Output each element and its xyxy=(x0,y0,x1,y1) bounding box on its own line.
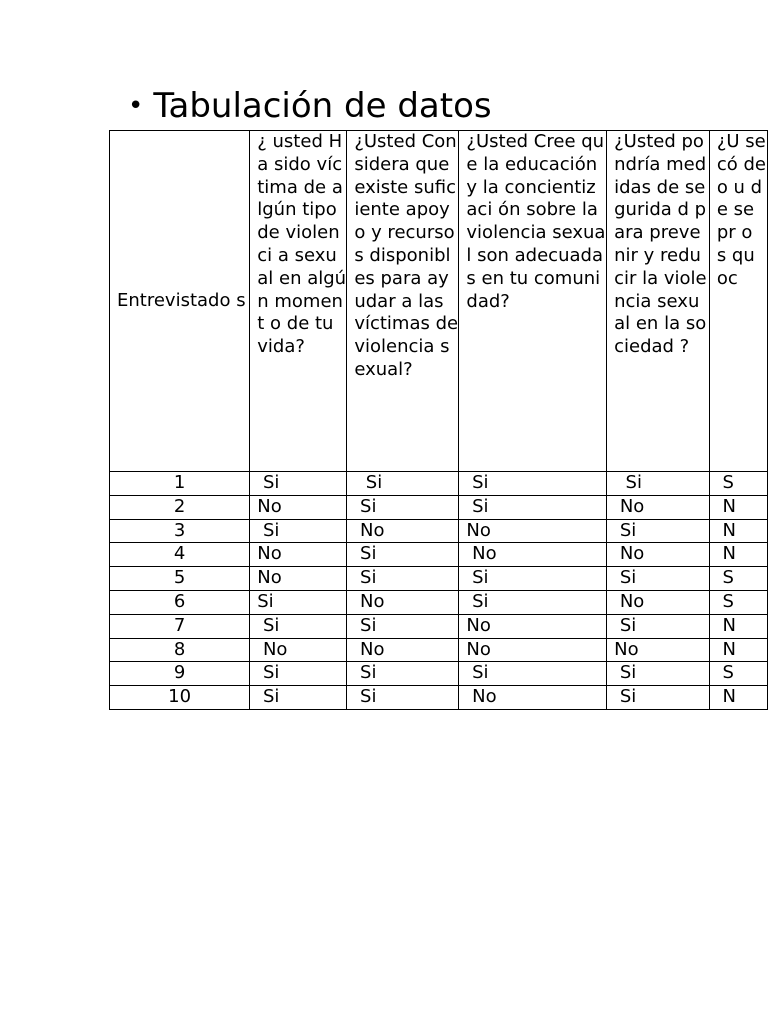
answer-cell: N xyxy=(709,519,767,543)
answer-cell: No xyxy=(347,590,459,614)
table-row xyxy=(110,614,768,638)
answer-cell: S xyxy=(709,590,767,614)
row-number-cell: 1 xyxy=(110,472,250,496)
answer-cell: Si xyxy=(607,472,710,496)
column-header-q2: ¿Usted Considera que existe suficiente apoyo y recursos disponibl es para ayudar a las víctimas de violencia sexual? xyxy=(347,131,459,472)
answer-cell: S xyxy=(709,662,767,686)
answer-cell: No xyxy=(459,519,607,543)
row-number-cell: 6 xyxy=(110,590,250,614)
answer-cell: N xyxy=(709,638,767,662)
answer-cell: Si xyxy=(347,686,459,710)
answer-cell: Si xyxy=(459,495,607,519)
answer-cell: Si xyxy=(250,472,347,496)
table-row xyxy=(110,638,768,662)
answer-cell: Si xyxy=(607,519,710,543)
answer-cell: No xyxy=(250,543,347,567)
data-table-container xyxy=(109,130,768,710)
answer-cell: S xyxy=(709,472,767,496)
answer-cell: No xyxy=(607,638,710,662)
row-number-cell: 8 xyxy=(110,638,250,662)
answer-cell: Si xyxy=(347,543,459,567)
column-header-q5: ¿U se có de o u de se pr o s qu oc xyxy=(709,131,767,472)
answer-cell: No xyxy=(459,638,607,662)
row-number-cell: 3 xyxy=(110,519,250,543)
row-number-cell: 2 xyxy=(110,495,250,519)
answer-cell: N xyxy=(709,614,767,638)
answer-cell: Si xyxy=(607,662,710,686)
row-number-cell: 4 xyxy=(110,543,250,567)
page-heading xyxy=(128,84,492,128)
answer-cell: Si xyxy=(459,662,607,686)
answer-cell: No xyxy=(347,638,459,662)
answer-cell: No xyxy=(250,638,347,662)
row-number-cell: 9 xyxy=(110,662,250,686)
answer-cell: Si xyxy=(250,614,347,638)
answer-cell: No xyxy=(607,495,710,519)
answer-cell: S xyxy=(709,567,767,591)
table-row xyxy=(110,519,768,543)
answer-cell: Si xyxy=(607,614,710,638)
column-header-q3: ¿Usted Cree que la educación y la concientizaci ón sobre la violencia sexual son adecuadas en tu comunidad? xyxy=(459,131,607,472)
table-row xyxy=(110,472,768,496)
answer-cell: Si xyxy=(459,567,607,591)
answer-cell: No xyxy=(607,543,710,567)
answer-cell: Si xyxy=(250,519,347,543)
table-body xyxy=(110,472,768,710)
answer-cell: N xyxy=(709,495,767,519)
answer-cell: Si xyxy=(250,662,347,686)
answer-cell: Si xyxy=(347,472,459,496)
row-number-cell: 10 xyxy=(110,686,250,710)
answer-cell: Si xyxy=(347,662,459,686)
row-number-cell: 5 xyxy=(110,567,250,591)
answer-cell: N xyxy=(709,686,767,710)
row-number-cell: 7 xyxy=(110,614,250,638)
column-header-entrevistado: Entrevistado s xyxy=(110,131,250,472)
table-row xyxy=(110,567,768,591)
column-header-q1: ¿ usted Ha sido víctima de algún tipo de violenci a sexual en algún moment o de tu vida? xyxy=(250,131,347,472)
bullet-icon: • xyxy=(128,91,144,121)
answer-cell: No xyxy=(459,686,607,710)
answer-cell: No xyxy=(459,543,607,567)
answer-cell: Si xyxy=(250,686,347,710)
answer-cell: Si xyxy=(347,567,459,591)
page-title: Tabulación de datos xyxy=(153,86,492,126)
table-row xyxy=(110,495,768,519)
answer-cell: No xyxy=(459,614,607,638)
table-row xyxy=(110,590,768,614)
answer-cell: Si xyxy=(607,567,710,591)
answer-cell: Si xyxy=(250,590,347,614)
column-header-q4: ¿Usted pondría medidas de segurida d para prevenir y reducir la violencia sexual en la sociedad ? xyxy=(607,131,710,472)
answer-cell: N xyxy=(709,543,767,567)
answer-cell: Si xyxy=(459,590,607,614)
table-header-row xyxy=(110,131,768,472)
answer-cell: Si xyxy=(347,495,459,519)
table-row xyxy=(110,662,768,686)
answer-cell: No xyxy=(250,495,347,519)
data-table xyxy=(109,130,768,710)
answer-cell: Si xyxy=(459,472,607,496)
answer-cell: No xyxy=(607,590,710,614)
answer-cell: Si xyxy=(347,614,459,638)
answer-cell: No xyxy=(250,567,347,591)
answer-cell: No xyxy=(347,519,459,543)
table-row xyxy=(110,543,768,567)
answer-cell: Si xyxy=(607,686,710,710)
table-row xyxy=(110,686,768,710)
